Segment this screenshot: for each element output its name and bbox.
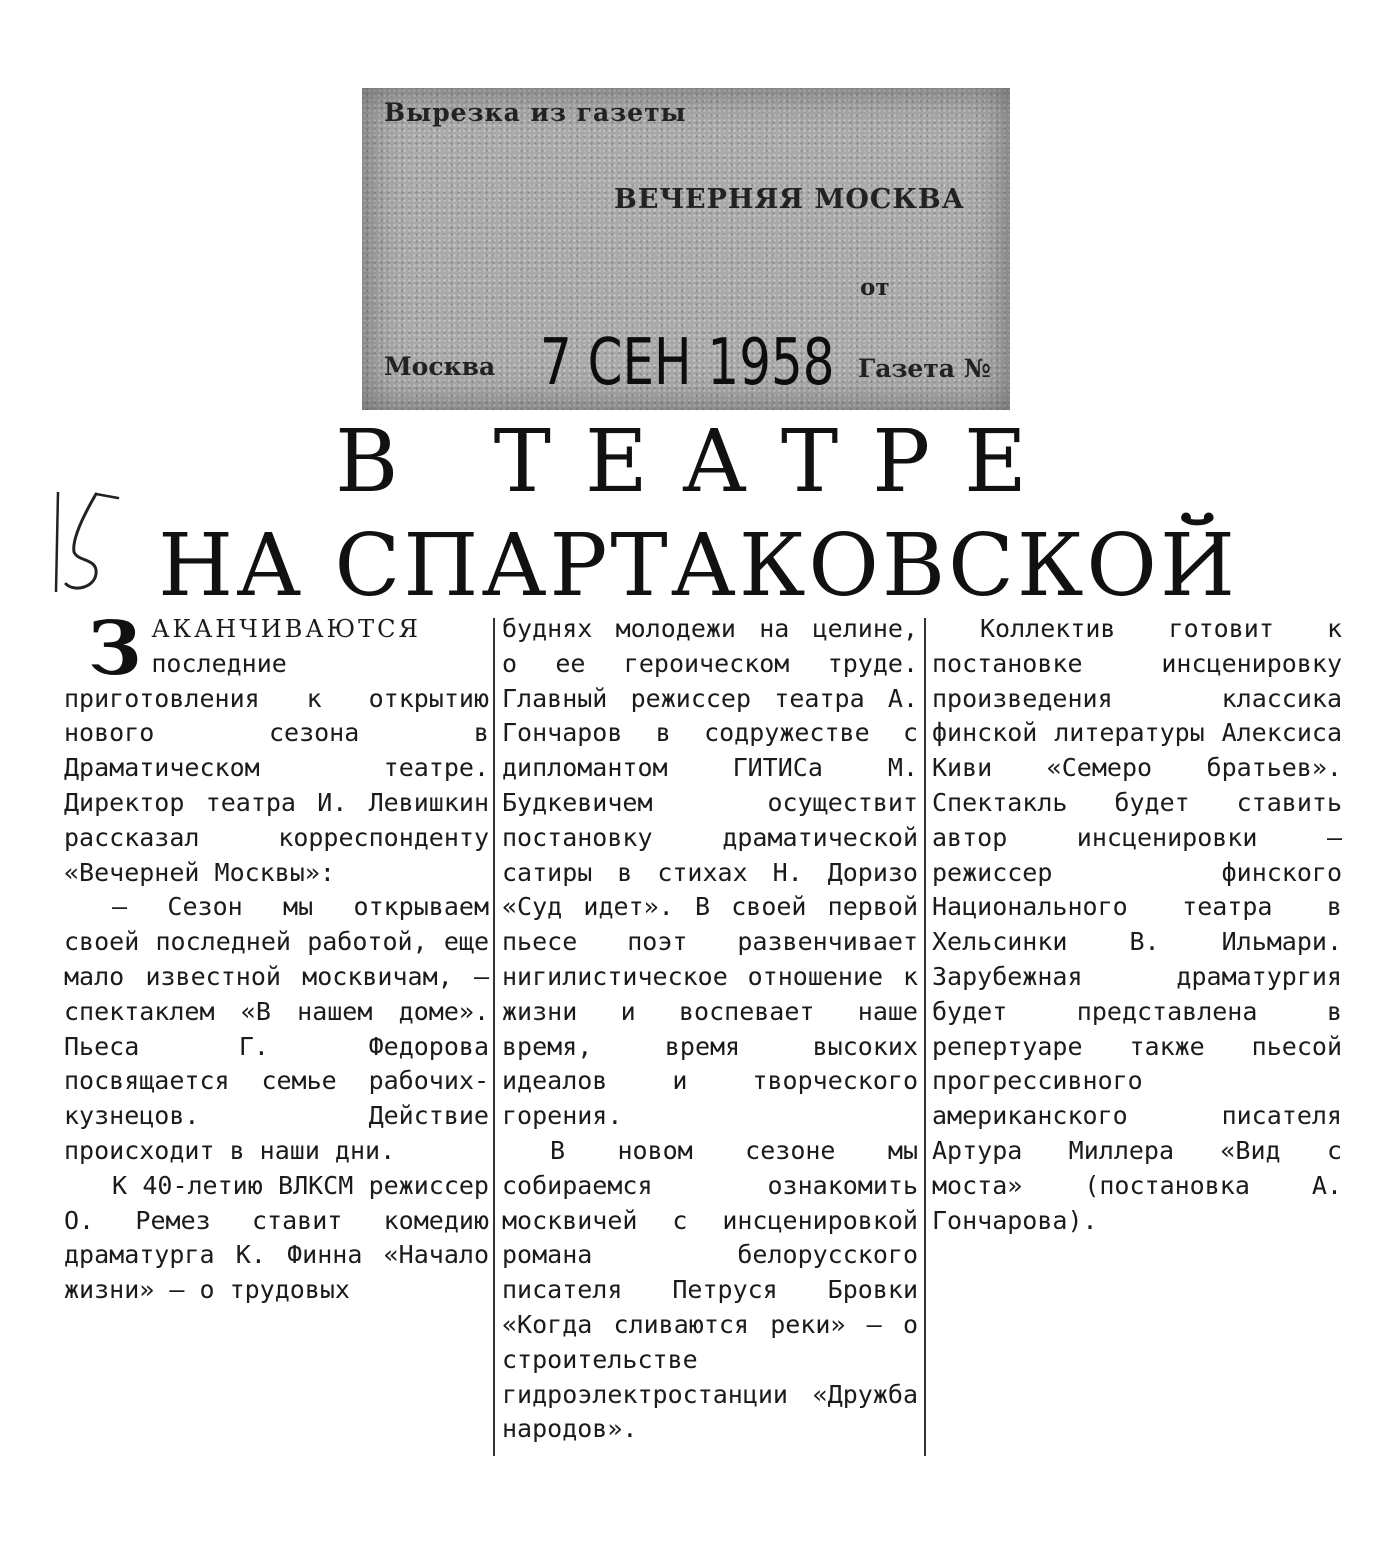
article-paragraph: К 40-летию ВЛКСМ режиссер О. Ремез ставит комедию драматурга К. Финна «Начало жизни» — о трудовых <box>64 1170 489 1305</box>
drop-cap: З <box>88 606 142 692</box>
headline-line-2: НА СПАРТАКОВСКОЙ <box>158 516 1238 616</box>
column-divider <box>924 618 926 1456</box>
label-from: от <box>860 274 890 301</box>
article-column-3 <box>932 612 1342 1452</box>
article-paragraph: буднях молодежи на целине, о ее героическом труде. Главный режиссер театра А. Гончаров в содружестве с дипломантом ГИТИСа М. Будкевичем осуществит постановку драматической сатиры в стихах Н. Доризо «Суд идет». В своей первой пьесе поэт развенчивает нигилистическое отношение к жизни и воспевает наше время, время высоких идеалов и творческого горения. <box>502 614 918 1131</box>
label-city: Москва <box>384 352 496 381</box>
article-paragraph <box>64 606 489 890</box>
label-newspaper-name: ВЕЧЕРНЯЯ МОСКВА <box>614 184 965 215</box>
article-column-1 <box>64 606 489 1452</box>
clipping-label <box>362 88 1010 410</box>
label-gazeta-number: Газета № <box>858 354 991 383</box>
column-divider <box>493 618 495 1456</box>
article-paragraph: — Сезон мы открываем своей последней работой, еще мало известной москвичам, — спектаклем «В нашем доме». Пьеса Г. Федорова посвящается семье рабочих-кузнецов. Действие происходит в наши дни. <box>64 892 489 1165</box>
label-title: Вырезка из газеты <box>384 98 687 127</box>
article-column-2 <box>502 612 918 1452</box>
paragraph-text: последние приготовления к открытию нового сезона в Драматическом театре. Директор театра И. Левишкин рассказал корреспонденту «Вечерней Москвы»: <box>64 648 489 887</box>
lead-word: АКАНЧИВАЮТСЯ <box>151 615 421 643</box>
headline-line-1: В ТЕАТРЕ <box>335 412 1061 512</box>
article-paragraph: В новом сезоне мы собираемся ознакомить москвичей с инсценировкой романа белорусского писателя Петруся Бровки «Когда сливаются реки» — о строительстве гидроэлектростанции «Дружба народов». <box>502 1135 918 1444</box>
article-paragraph: Коллектив готовит к постановке инсценировку произведения классика финской литературы Алексиса Киви «Семеро братьев». Спектакль будет ставить автор инсценировки — режиссер финского Национального театра в Хельсинки В. Ильмари. Зарубежная драматургия будет представлена в репертуаре также пьесой прогрессивного американского писателя Артура Миллера «Вид с моста» (постановка А. Гончарова). <box>932 614 1342 1235</box>
date-stamp: 7 СЕН 1958 <box>540 326 835 400</box>
